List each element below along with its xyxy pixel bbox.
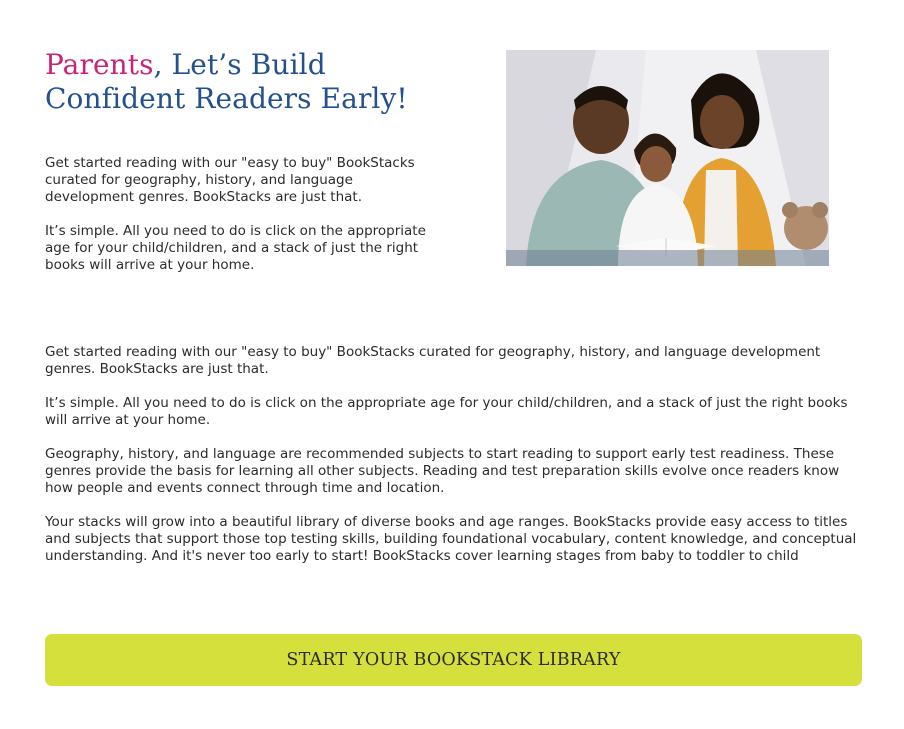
cta-label: START YOUR BOOKSTACK LIBRARY: [286, 650, 621, 670]
headline-accent: Parents: [45, 48, 154, 81]
headline-rest: , Let’s Build: [153, 48, 326, 81]
hero-intro: [45, 155, 445, 291]
page-title: [45, 48, 455, 116]
body-paragraph: Get started reading with our "easy to buy" BookStacks curated for geography, history, and language development genres. BookStacks are just that.: [45, 344, 821, 377]
photo-illustration: [506, 50, 829, 266]
headline-line-2: Confident Readers Early!: [45, 82, 408, 115]
body-copy: [45, 344, 867, 582]
body-paragraph: Your stacks will grow into a beautiful library of diverse books and age ranges. BookStacks provide easy access to titles and subjects that support those top testing skills, building foundational vocabulary, content knowledge, and conceptual understanding. And it's never too early to start! BookStacks cover learning stages from baby to toddler to child: [45, 514, 857, 564]
hero-header: [45, 48, 455, 116]
family-reading-photo: [506, 50, 829, 266]
body-paragraph: Geography, history, and language are recommended subjects to start reading to support early test readiness. These genres provide the basis for learning all other subjects. Reading and test preparation skills evolve once readers know how people and events connect through time and location.: [45, 446, 840, 496]
intro-paragraph: It’s simple. All you need to do is click on the appropriate age for your child/children, and a stack of just the right books will arrive at your home.: [45, 223, 426, 273]
start-bookstack-library-button[interactable]: [45, 634, 862, 686]
intro-paragraph: Get started reading with our "easy to buy" BookStacks curated for geography, history, and language development genres. BookStacks are just that.: [45, 155, 415, 205]
body-paragraph: It’s simple. All you need to do is click on the appropriate age for your child/children, and a stack of just the right books will arrive at your home.: [45, 395, 848, 428]
